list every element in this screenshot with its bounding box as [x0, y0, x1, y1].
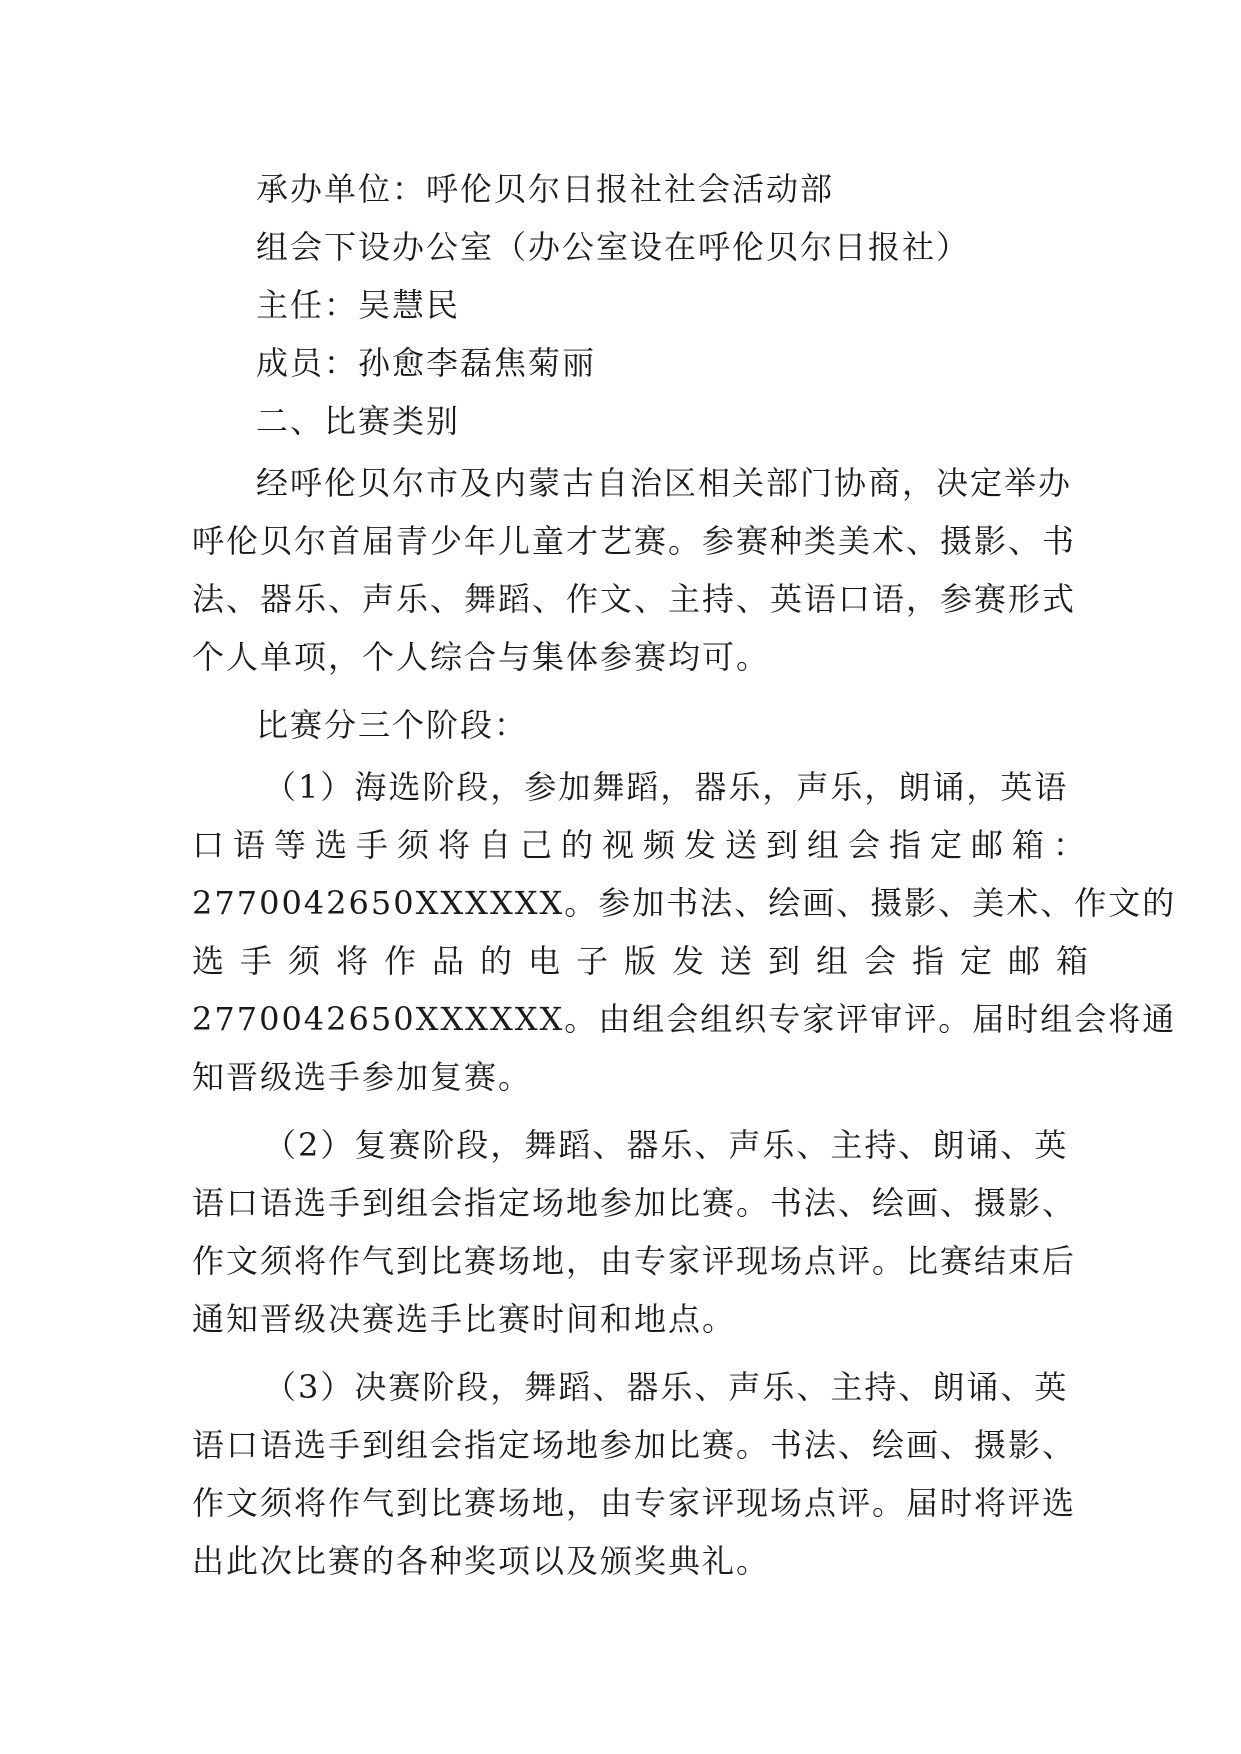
paragraph-stage-3: [192, 1358, 1077, 1590]
text-line: 作文须将作气到比赛场地，由专家评现场点评。届时将评选: [192, 1484, 1077, 1522]
text-line: 通知晋级决赛选手比赛时间和地点。: [192, 1300, 737, 1338]
document-body: [192, 160, 1177, 1590]
members-line: 成员：孙愈李磊焦菊丽: [256, 344, 597, 382]
text-line: 呼伦贝尔首届青少年儿童才艺赛。参赛种类美术、摄影、书: [192, 522, 1077, 560]
organizer-line: 承办单位：呼伦贝尔日报社社会活动部: [256, 170, 835, 208]
paragraph-stage-2: [192, 1116, 1077, 1348]
text-line: 法、器乐、声乐、舞蹈、作文、主持、英语口语，参赛形式: [192, 580, 1077, 618]
text-line: 作文须将作气到比赛场地，由专家评现场点评。比赛结束后: [192, 1242, 1077, 1280]
paragraph-competition-categories: [192, 454, 1077, 686]
text-line-content: 口语等选手须将自己的视频发送到组会指定邮箱：: [192, 826, 1095, 864]
text-line: 2770042650XXXXXX。由组会组织专家评审评。届时组会将通: [192, 1000, 1177, 1038]
director-line: 主任：吴慧民: [256, 286, 461, 324]
text-line: [192, 932, 1105, 990]
text-line-content: 选手须将作品的电子版发送到组会指定邮箱: [192, 942, 1105, 980]
text-line: 知晋级选手参加复赛。: [192, 1058, 533, 1096]
paragraph-stage-1: [192, 758, 1177, 1106]
text-line: （3）决赛阶段，舞蹈、器乐、声乐、主持、朗诵、英: [264, 1368, 1069, 1406]
section-heading: 二、比赛类别: [256, 402, 461, 440]
text-line: 个人单项，个人综合与集体参赛均可。: [192, 638, 771, 676]
stages-intro: 比赛分三个阶段：: [256, 706, 529, 744]
office-line: 组会下设办公室（办公室设在呼伦贝尔日报社）: [256, 228, 971, 266]
text-line: 经呼伦贝尔市及内蒙古自治区相关部门协商，决定举办: [256, 464, 1073, 502]
text-line: 语口语选手到组会指定场地参加比赛。书法、绘画、摄影、: [192, 1184, 1077, 1222]
text-line: [192, 816, 1095, 874]
text-line: （1）海选阶段，参加舞蹈，器乐，声乐，朗诵，英语: [264, 768, 1069, 806]
text-line: 语口语选手到组会指定场地参加比赛。书法、绘画、摄影、: [192, 1426, 1077, 1464]
text-line: （2）复赛阶段，舞蹈、器乐、声乐、主持、朗诵、英: [264, 1126, 1069, 1164]
text-line: 出此次比赛的各种奖项以及颁奖典礼。: [192, 1542, 771, 1580]
text-line: 2770042650XXXXXX。参加书法、绘画、摄影、美术、作文的: [192, 884, 1177, 922]
